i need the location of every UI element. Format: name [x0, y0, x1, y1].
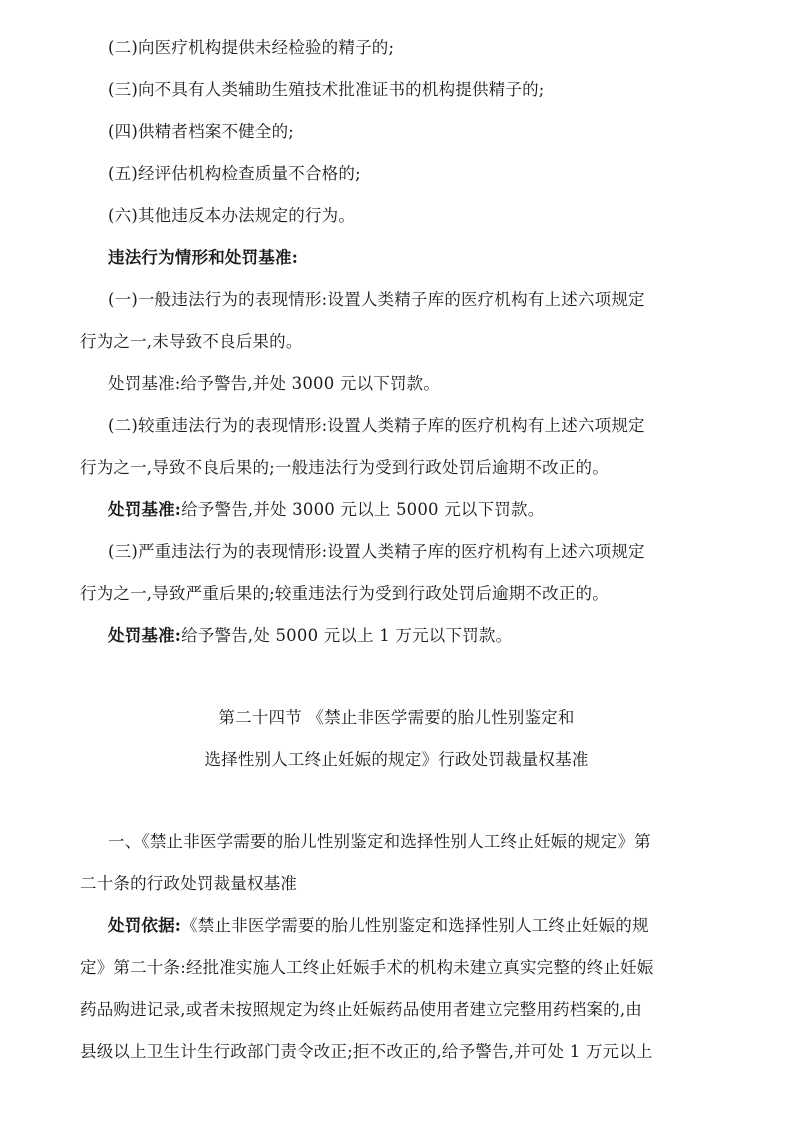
basis-text: 《禁止非医学需要的胎儿性别鉴定和选择性别人工终止妊娠的规	[181, 916, 649, 935]
basis-line4: 县级以上卫生计生行政部门责令改正;拒不改正的,给予警告,并可处 1 万元以上	[80, 1042, 653, 1061]
general-violation-line1: (一)一般违法行为的表现情形:设置人类精子库的医疗机构有上述六项规定	[108, 290, 645, 309]
basis-label: 处罚依据:	[108, 916, 182, 935]
list-item: (三)向不具有人类辅助生殖技术批准证书的机构提供精子的;	[108, 80, 545, 99]
article-heading-line1: 一、《禁止非医学需要的胎儿性别鉴定和选择性别人工终止妊娠的规定》第	[108, 832, 651, 851]
list-item: (四)供精者档案不健全的;	[108, 122, 295, 141]
article-heading-line2: 二十条的行政处罚裁量权基准	[80, 874, 298, 893]
basis-line2: 定》第二十条:经批准实施人工终止妊娠手术的机构未建立真实完整的终止妊娠	[80, 958, 654, 977]
severe-penalty	[108, 624, 720, 648]
list-item: (六)其他违反本办法规定的行为。	[108, 206, 356, 225]
basis-line3: 药品购进记录,或者未按照规定为终止妊娠药品使用者建立完整用药档案的,由	[80, 1000, 642, 1019]
severe-violation-line1: (三)严重违法行为的表现情形:设置人类精子库的医疗机构有上述六项规定	[108, 542, 645, 561]
serious-violation-line2: 行为之一,导致不良后果的;一般违法行为受到行政处罚后逾期不改正的。	[80, 458, 609, 477]
severe-violation-line2: 行为之一,导致严重后果的;较重违法行为受到行政处罚后逾期不改正的。	[80, 584, 609, 603]
penalty-label: 处罚基准:	[108, 626, 182, 645]
serious-violation-line1: (二)较重违法行为的表现情形:设置人类精子库的医疗机构有上述六项规定	[108, 416, 645, 435]
section-title-line1: 第二十四节 《禁止非医学需要的胎儿性别鉴定和	[218, 708, 575, 727]
list-item: (五)经评估机构检查质量不合格的;	[108, 164, 361, 183]
list-item: (二)向医疗机构提供未经检验的精子的;	[108, 38, 395, 57]
section-label: 违法行为情形和处罚基准:	[108, 248, 298, 267]
basis-line1	[108, 914, 720, 938]
general-violation-line2: 行为之一,未导致不良后果的。	[80, 332, 303, 351]
penalty-text: 给予警告,并处 3000 元以上 5000 元以下罚款。	[181, 500, 545, 519]
penalty-text: 给予警告,处 5000 元以上 1 万元以下罚款。	[181, 626, 513, 645]
general-penalty: 处罚基准:给予警告,并处 3000 元以下罚款。	[108, 374, 441, 393]
serious-penalty	[108, 498, 720, 522]
section-title-line2: 选择性别人工终止妊娠的规定》行政处罚裁量权基准	[204, 750, 589, 769]
penalty-label: 处罚基准:	[108, 500, 182, 519]
